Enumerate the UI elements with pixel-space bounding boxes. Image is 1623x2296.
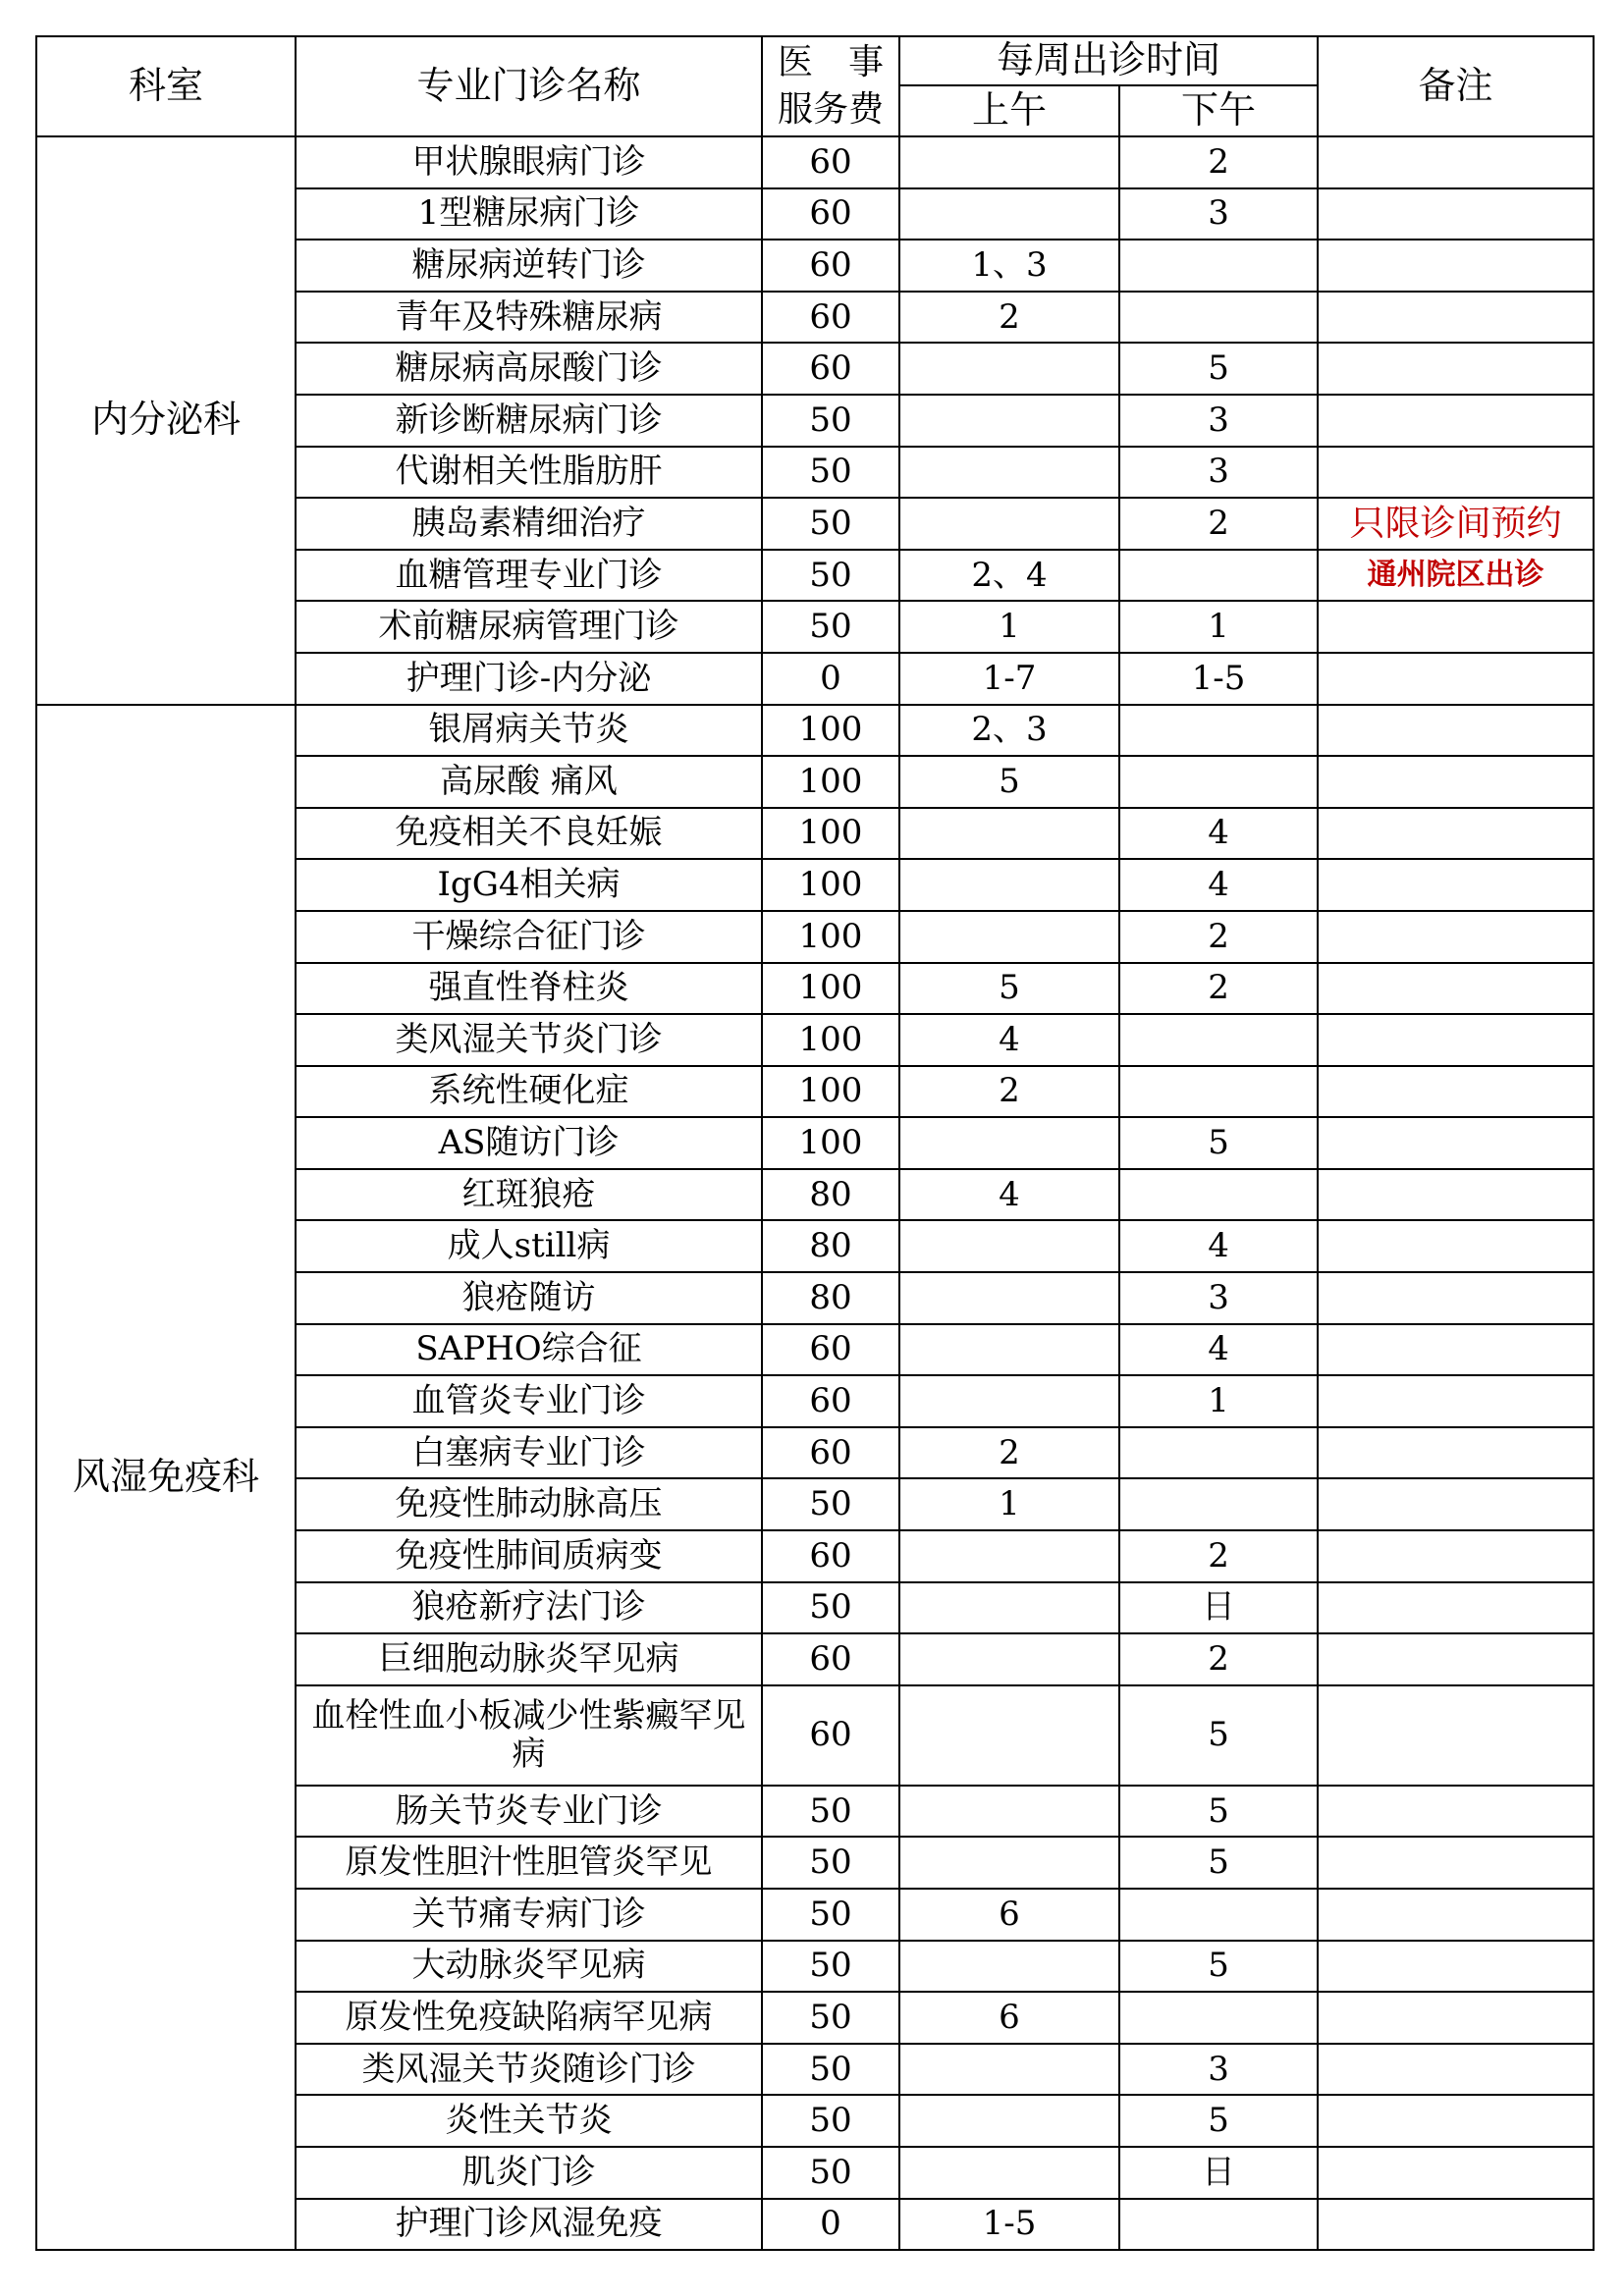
pm-cell: 3	[1119, 395, 1318, 447]
note-cell	[1318, 1014, 1594, 1066]
fee-cell: 100	[762, 859, 899, 911]
clinic-name-cell: 血管炎专业门诊	[296, 1375, 762, 1427]
am-cell	[899, 1375, 1119, 1427]
note-cell	[1318, 1685, 1594, 1786]
clinic-name-cell: 免疫相关不良妊娠	[296, 808, 762, 860]
am-cell: 4	[899, 1169, 1119, 1221]
am-cell	[899, 859, 1119, 911]
note-cell	[1318, 1169, 1594, 1221]
pm-cell	[1119, 1478, 1318, 1530]
clinic-name-cell: 糖尿病高尿酸门诊	[296, 343, 762, 395]
am-cell	[899, 447, 1119, 499]
am-cell: 5	[899, 756, 1119, 808]
clinic-name-cell: 关节痛专病门诊	[296, 1889, 762, 1941]
clinic-name-cell: 糖尿病逆转门诊	[296, 240, 762, 292]
am-cell	[899, 343, 1119, 395]
fee-cell: 60	[762, 1685, 899, 1786]
pm-cell: 5	[1119, 1117, 1318, 1169]
clinic-name-cell: 免疫性肺间质病变	[296, 1530, 762, 1582]
am-cell	[899, 498, 1119, 550]
note-cell	[1318, 1478, 1594, 1530]
pm-cell: 3	[1119, 1272, 1318, 1324]
fee-cell: 50	[762, 550, 899, 602]
fee-cell: 80	[762, 1169, 899, 1221]
note-cell	[1318, 1941, 1594, 1993]
clinic-name-cell: 原发性胆汁性胆管炎罕见	[296, 1837, 762, 1889]
am-cell: 6	[899, 1889, 1119, 1941]
am-cell	[899, 1837, 1119, 1889]
clinic-name-cell: 巨细胞动脉炎罕见病	[296, 1633, 762, 1685]
clinic-name-cell: 免疫性肺动脉高压	[296, 1478, 762, 1530]
header-fee-line1: 医 事	[777, 42, 884, 82]
fee-cell: 60	[762, 292, 899, 344]
note-cell	[1318, 2095, 1594, 2147]
fee-cell: 100	[762, 963, 899, 1015]
clinic-name-cell: 类风湿关节炎门诊	[296, 1014, 762, 1066]
fee-cell: 80	[762, 1272, 899, 1324]
pm-cell	[1119, 1169, 1318, 1221]
fee-cell: 60	[762, 1530, 899, 1582]
note-cell	[1318, 1220, 1594, 1272]
fee-cell: 60	[762, 1324, 899, 1376]
clinic-name-cell: 类风湿关节炎随诊门诊	[296, 2044, 762, 2096]
note-cell	[1318, 911, 1594, 963]
fee-cell: 50	[762, 447, 899, 499]
pm-cell: 2	[1119, 1633, 1318, 1685]
pm-cell	[1119, 705, 1318, 757]
am-cell	[899, 1220, 1119, 1272]
am-cell	[899, 1633, 1119, 1685]
pm-cell	[1119, 240, 1318, 292]
clinic-name-cell: 白塞病专业门诊	[296, 1427, 762, 1479]
clinic-name-cell: 代谢相关性脂肪肝	[296, 447, 762, 499]
pm-cell: 1-5	[1119, 653, 1318, 705]
am-cell	[899, 2044, 1119, 2096]
pm-cell	[1119, 1014, 1318, 1066]
pm-cell	[1119, 1992, 1318, 2044]
fee-cell: 50	[762, 1889, 899, 1941]
pm-cell	[1119, 756, 1318, 808]
clinic-name-cell: 银屑病关节炎	[296, 705, 762, 757]
fee-cell: 100	[762, 1014, 899, 1066]
fee-cell: 50	[762, 2147, 899, 2199]
fee-cell: 50	[762, 1992, 899, 2044]
clinic-name-cell: 成人still病	[296, 1220, 762, 1272]
clinic-name-cell: 原发性免疫缺陷病罕见病	[296, 1992, 762, 2044]
pm-cell: 4	[1119, 1220, 1318, 1272]
pm-cell: 5	[1119, 343, 1318, 395]
clinic-name-cell: 1型糖尿病门诊	[296, 188, 762, 240]
am-cell: 1-5	[899, 2199, 1119, 2251]
pm-cell: 5	[1119, 1685, 1318, 1786]
am-cell: 2、4	[899, 550, 1119, 602]
am-cell: 6	[899, 1992, 1119, 2044]
dept-cell: 内分泌科	[36, 136, 296, 705]
table-row	[36, 136, 1594, 188]
note-cell	[1318, 1324, 1594, 1376]
header-note: 备注	[1318, 36, 1594, 136]
header-clinic-name: 专业门诊名称	[296, 36, 762, 136]
clinic-name-cell: 血糖管理专业门诊	[296, 550, 762, 602]
note-cell	[1318, 136, 1594, 188]
clinic-name-cell: SAPHO综合征	[296, 1324, 762, 1376]
am-cell	[899, 2095, 1119, 2147]
fee-cell: 60	[762, 188, 899, 240]
pm-cell: 2	[1119, 963, 1318, 1015]
pm-cell: 1	[1119, 1375, 1318, 1427]
am-cell: 2	[899, 1427, 1119, 1479]
note-cell: 通州院区出诊	[1318, 550, 1594, 602]
table-row	[36, 705, 1594, 757]
note-cell	[1318, 963, 1594, 1015]
fee-cell: 80	[762, 1220, 899, 1272]
note-cell	[1318, 1992, 1594, 2044]
clinic-name-cell: 血栓性血小板减少性紫癜罕见病	[296, 1685, 762, 1786]
am-cell	[899, 395, 1119, 447]
clinic-name-cell: 青年及特殊糖尿病	[296, 292, 762, 344]
pm-cell: 日	[1119, 2147, 1318, 2199]
pm-cell: 2	[1119, 136, 1318, 188]
clinic-name-cell: 系统性硬化症	[296, 1066, 762, 1118]
fee-cell: 60	[762, 1427, 899, 1479]
pm-cell: 5	[1119, 1837, 1318, 1889]
pm-cell: 日	[1119, 1582, 1318, 1634]
am-cell	[899, 1272, 1119, 1324]
clinic-name-cell: 术前糖尿病管理门诊	[296, 601, 762, 653]
am-cell: 1-7	[899, 653, 1119, 705]
pm-cell: 4	[1119, 859, 1318, 911]
am-cell	[899, 1530, 1119, 1582]
am-cell: 5	[899, 963, 1119, 1015]
fee-cell: 60	[762, 1375, 899, 1427]
note-cell	[1318, 1786, 1594, 1838]
pm-cell: 2	[1119, 911, 1318, 963]
note-cell	[1318, 1889, 1594, 1941]
header-fee-line2: 服务费	[777, 89, 884, 130]
am-cell: 1	[899, 1478, 1119, 1530]
note-cell	[1318, 1066, 1594, 1118]
fee-cell: 60	[762, 343, 899, 395]
clinic-name-cell: 狼疮新疗法门诊	[296, 1582, 762, 1634]
header-dept: 科室	[36, 36, 296, 136]
clinic-name-cell: 狼疮随访	[296, 1272, 762, 1324]
am-cell	[899, 1117, 1119, 1169]
clinic-name-cell: 高尿酸 痛风	[296, 756, 762, 808]
fee-cell: 50	[762, 1786, 899, 1838]
header-am: 上午	[899, 85, 1119, 136]
note-cell	[1318, 2044, 1594, 2096]
fee-cell: 60	[762, 136, 899, 188]
pm-cell: 5	[1119, 2095, 1318, 2147]
pm-cell	[1119, 1427, 1318, 1479]
clinic-schedule-table	[35, 35, 1595, 2251]
clinic-name-cell: 护理门诊-内分泌	[296, 653, 762, 705]
note-cell	[1318, 240, 1594, 292]
fee-cell: 100	[762, 705, 899, 757]
clinic-name-cell: IgG4相关病	[296, 859, 762, 911]
am-cell: 1	[899, 601, 1119, 653]
fee-cell: 100	[762, 1066, 899, 1118]
am-cell	[899, 1786, 1119, 1838]
note-cell	[1318, 292, 1594, 344]
clinic-name-cell: 新诊断糖尿病门诊	[296, 395, 762, 447]
note-cell	[1318, 808, 1594, 860]
clinic-name-cell: 干燥综合征门诊	[296, 911, 762, 963]
note-cell	[1318, 1272, 1594, 1324]
fee-cell: 50	[762, 1837, 899, 1889]
note-cell	[1318, 1582, 1594, 1634]
fee-cell: 100	[762, 756, 899, 808]
am-cell	[899, 1685, 1119, 1786]
am-cell: 2、3	[899, 705, 1119, 757]
clinic-name-cell: 胰岛素精细治疗	[296, 498, 762, 550]
note-cell	[1318, 756, 1594, 808]
clinic-name-cell: 大动脉炎罕见病	[296, 1941, 762, 1993]
note-cell	[1318, 2147, 1594, 2199]
note-cell	[1318, 601, 1594, 653]
table-body	[36, 136, 1594, 2250]
am-cell	[899, 188, 1119, 240]
pm-cell	[1119, 2199, 1318, 2251]
fee-cell: 100	[762, 808, 899, 860]
am-cell: 4	[899, 1014, 1119, 1066]
fee-cell: 100	[762, 911, 899, 963]
dept-cell: 风湿免疫科	[36, 705, 296, 2251]
note-cell	[1318, 1427, 1594, 1479]
fee-cell: 0	[762, 653, 899, 705]
pm-cell: 2	[1119, 498, 1318, 550]
am-cell: 1、3	[899, 240, 1119, 292]
fee-cell: 60	[762, 1633, 899, 1685]
pm-cell: 4	[1119, 808, 1318, 860]
fee-cell: 60	[762, 240, 899, 292]
fee-cell: 50	[762, 1941, 899, 1993]
note-cell	[1318, 859, 1594, 911]
fee-cell: 50	[762, 498, 899, 550]
clinic-name-cell: 肌炎门诊	[296, 2147, 762, 2199]
note-cell	[1318, 447, 1594, 499]
fee-cell: 0	[762, 2199, 899, 2251]
pm-cell: 3	[1119, 2044, 1318, 2096]
am-cell: 2	[899, 292, 1119, 344]
am-cell	[899, 911, 1119, 963]
note-cell	[1318, 1633, 1594, 1685]
fee-cell: 50	[762, 2044, 899, 2096]
header-fee	[762, 36, 899, 136]
am-cell	[899, 1582, 1119, 1634]
header-pm: 下午	[1119, 85, 1318, 136]
pm-cell: 5	[1119, 1941, 1318, 1993]
pm-cell	[1119, 550, 1318, 602]
pm-cell: 1	[1119, 601, 1318, 653]
fee-cell: 50	[762, 2095, 899, 2147]
pm-cell	[1119, 1066, 1318, 1118]
note-cell	[1318, 705, 1594, 757]
fee-cell: 50	[762, 601, 899, 653]
clinic-name-cell: AS随访门诊	[296, 1117, 762, 1169]
am-cell	[899, 136, 1119, 188]
fee-cell: 100	[762, 1117, 899, 1169]
clinic-name-cell: 强直性脊柱炎	[296, 963, 762, 1015]
am-cell	[899, 808, 1119, 860]
clinic-name-cell: 炎性关节炎	[296, 2095, 762, 2147]
fee-cell: 50	[762, 1478, 899, 1530]
note-cell	[1318, 188, 1594, 240]
clinic-name-cell: 甲状腺眼病门诊	[296, 136, 762, 188]
pm-cell: 5	[1119, 1786, 1318, 1838]
am-cell: 2	[899, 1066, 1119, 1118]
pm-cell	[1119, 1889, 1318, 1941]
am-cell	[899, 1324, 1119, 1376]
fee-cell: 50	[762, 395, 899, 447]
note-cell	[1318, 1375, 1594, 1427]
am-cell	[899, 1941, 1119, 1993]
note-cell	[1318, 395, 1594, 447]
clinic-name-cell: 肠关节炎专业门诊	[296, 1786, 762, 1838]
note-cell	[1318, 2199, 1594, 2251]
note-cell	[1318, 653, 1594, 705]
pm-cell	[1119, 292, 1318, 344]
note-cell	[1318, 1117, 1594, 1169]
pm-cell: 2	[1119, 1530, 1318, 1582]
note-cell	[1318, 1837, 1594, 1889]
note-cell	[1318, 1530, 1594, 1582]
fee-cell: 50	[762, 1582, 899, 1634]
note-cell	[1318, 343, 1594, 395]
note-cell: 只限诊间预约	[1318, 498, 1594, 550]
clinic-name-cell: 护理门诊风湿免疫	[296, 2199, 762, 2251]
am-cell	[899, 2147, 1119, 2199]
pm-cell: 4	[1119, 1324, 1318, 1376]
pm-cell: 3	[1119, 447, 1318, 499]
header-weekly-time: 每周出诊时间	[899, 36, 1318, 85]
pm-cell: 3	[1119, 188, 1318, 240]
clinic-name-cell: 红斑狼疮	[296, 1169, 762, 1221]
